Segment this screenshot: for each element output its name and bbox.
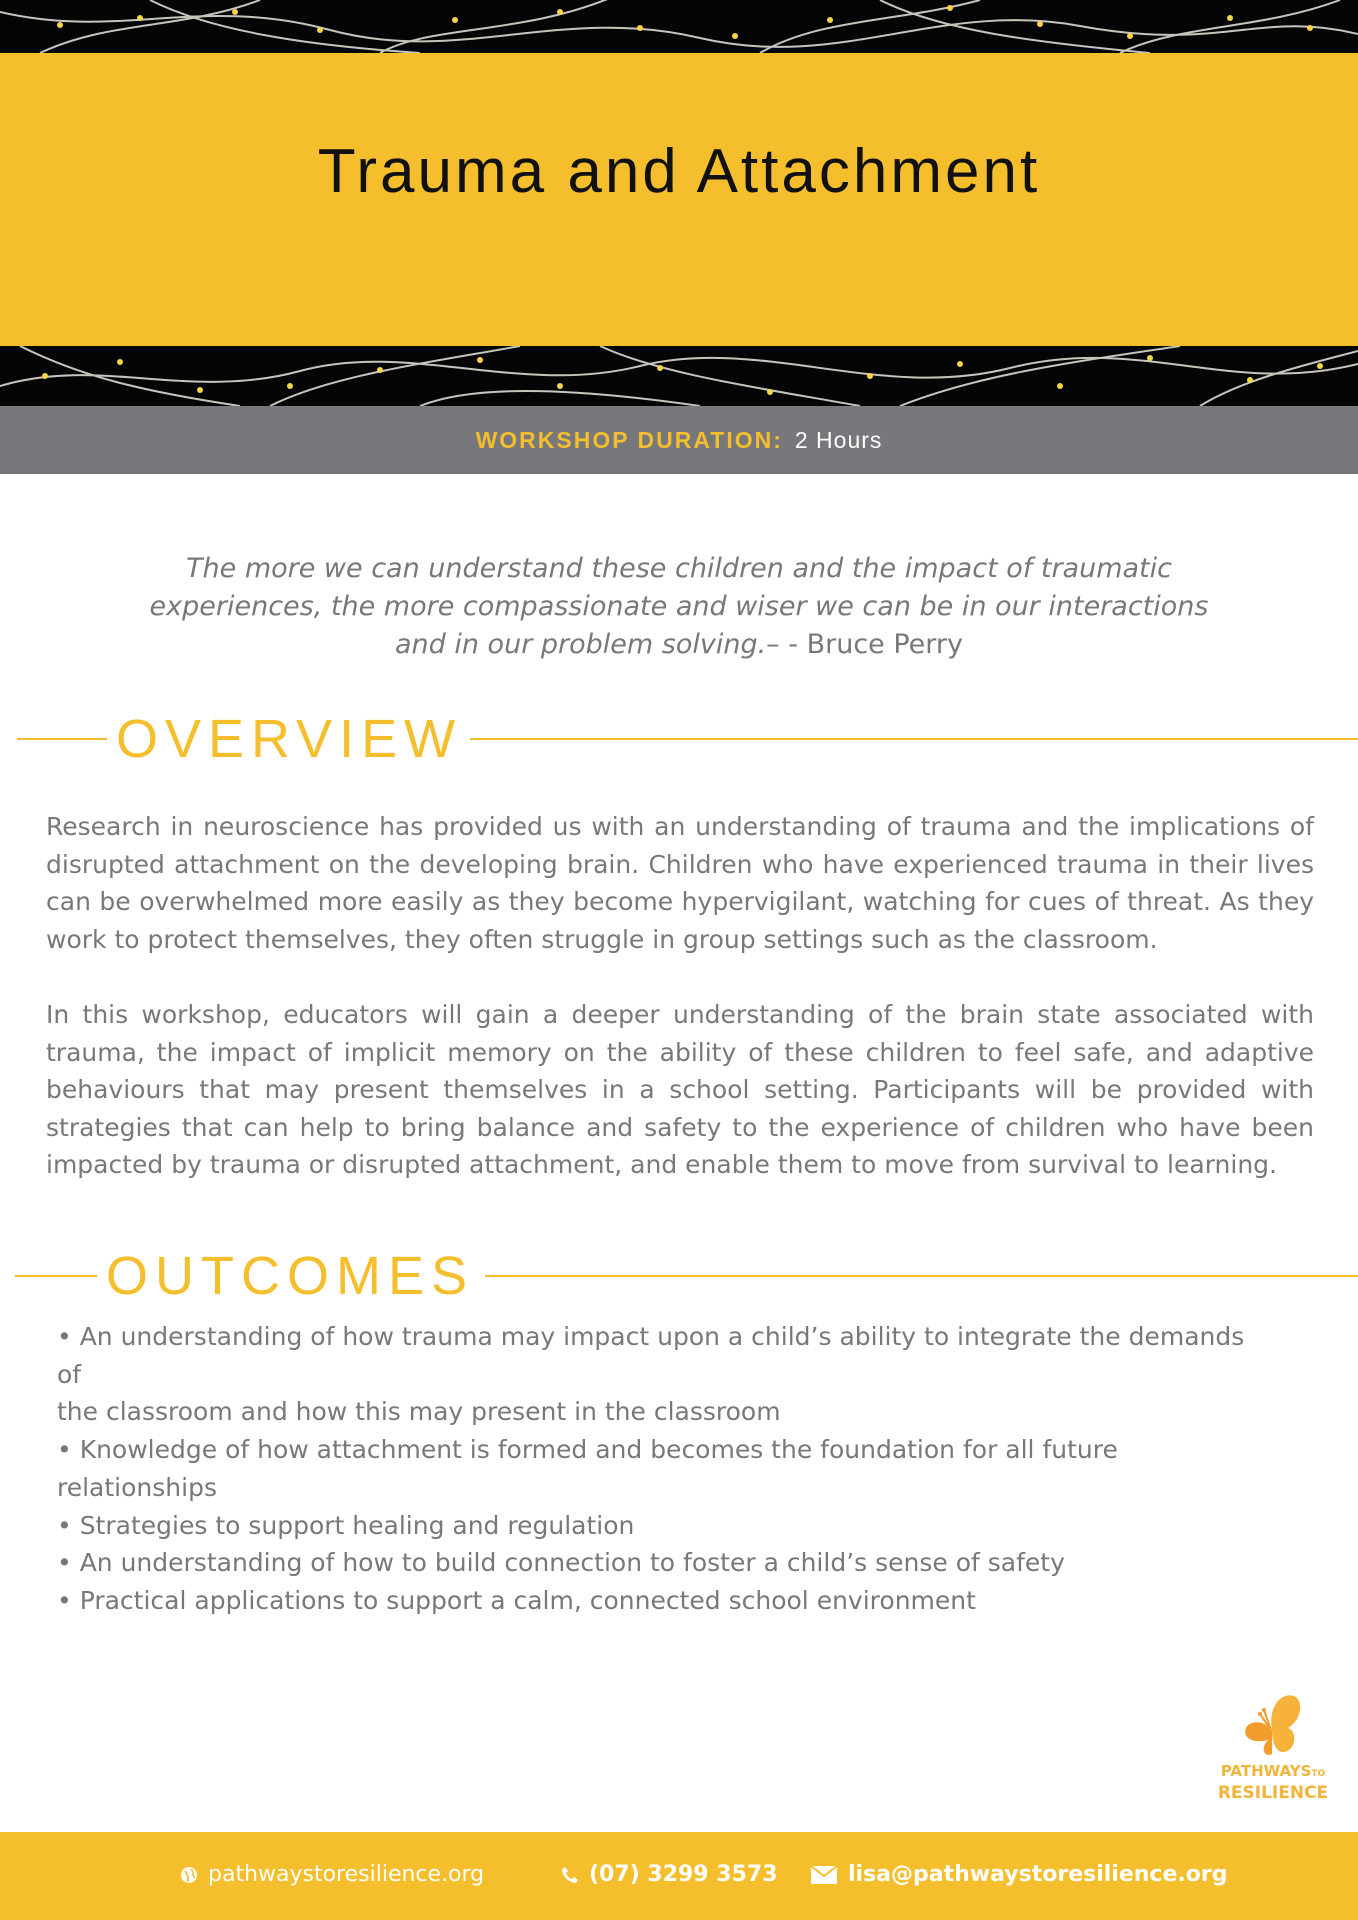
overview-paragraph-1: Research in neuroscience has provided us with an understanding of trauma and the implications of disrupted attachment on the developing brain. Children who have experienced trauma in their lives can be overwhelmed more easily as they become hypervigilant, watching for cues of threat. As they work to protect themselves, they often struggle in group settings such as the classroom. xyxy=(46,812,1314,954)
header-lights-top xyxy=(0,0,1358,53)
list-item: • Practical applications to support a calm, connected school environment xyxy=(57,1585,976,1615)
duration-label: WORKSHOP DURATION: xyxy=(475,426,783,453)
globe-icon xyxy=(180,1866,198,1884)
email-contact[interactable] xyxy=(810,1862,1227,1887)
duration-bar xyxy=(0,406,1358,474)
quote-text: The more we can understand these children and the impact of traumatic experiences, the more compassionate and wiser we can be in our interactions and in our problem solving. xyxy=(149,553,1209,660)
overview-paragraph-2: In this workshop, educators will gain a deeper understanding of the brain state associated with trauma, the impact of implicit memory on the ability of these children to feel safe, and adaptive behaviours that may present themselves in a school setting. Participants will be provided with strategies that can help to bring balance and safety to the experience of children who have been impacted by trauma or disrupted attachment, and enable them to move from survival to learning. xyxy=(46,1000,1314,1179)
overview-heading: OVERVIEW xyxy=(116,709,463,769)
phone-number[interactable]: (07) 3299 3573 xyxy=(589,1862,778,1887)
butterfly-icon xyxy=(1238,1690,1308,1764)
heading-rule-right xyxy=(485,1275,1358,1277)
phone-contact[interactable] xyxy=(561,1862,778,1887)
list-item: the classroom and how this may present in the classroom xyxy=(57,1397,781,1427)
fairy-lights-image xyxy=(0,0,1358,53)
header-lights-bottom xyxy=(0,346,1358,406)
heading-rule-left xyxy=(17,738,107,740)
quote xyxy=(140,550,1218,664)
list-item: • An understanding of how to build connection to foster a child’s sense of safety xyxy=(57,1548,1065,1578)
list-item: • Strategies to support healing and regulation xyxy=(57,1510,635,1540)
pathways-logo xyxy=(1208,1690,1338,1806)
website-contact[interactable] xyxy=(180,1862,484,1887)
footer xyxy=(0,1832,1358,1920)
phone-icon xyxy=(561,1866,579,1884)
fairy-lights-image xyxy=(0,346,1358,406)
website-link[interactable]: pathwaystoresilience.org xyxy=(208,1862,485,1887)
outcomes-list xyxy=(57,1318,1257,1620)
duration-value: 2 Hours xyxy=(794,426,883,453)
outcomes-heading-row xyxy=(0,1246,1358,1306)
outcomes-heading: OUTCOMES xyxy=(106,1246,475,1306)
heading-rule-right xyxy=(470,738,1358,740)
title-band xyxy=(0,53,1358,346)
quote-attribution: – - Bruce Perry xyxy=(766,629,963,660)
logo-line-2: RESILIENCE xyxy=(1217,1783,1329,1803)
logo-text xyxy=(1208,1762,1338,1803)
email-link[interactable]: lisa@pathwaystoresilience.org xyxy=(848,1862,1228,1887)
list-item: • An understanding of how trauma may impact upon a child’s ability to integrate the demands of xyxy=(57,1322,1245,1389)
list-item: • Knowledge of how attachment is formed and becomes the foundation for all future xyxy=(57,1435,1118,1465)
page-title: Trauma and Attachment xyxy=(317,137,1041,206)
list-item: relationships xyxy=(57,1472,217,1502)
heading-rule-left xyxy=(15,1275,97,1277)
logo-line-1: PATHWAYSTO xyxy=(1220,1762,1326,1780)
envelope-icon xyxy=(810,1865,838,1885)
overview-heading-row xyxy=(0,709,1358,769)
